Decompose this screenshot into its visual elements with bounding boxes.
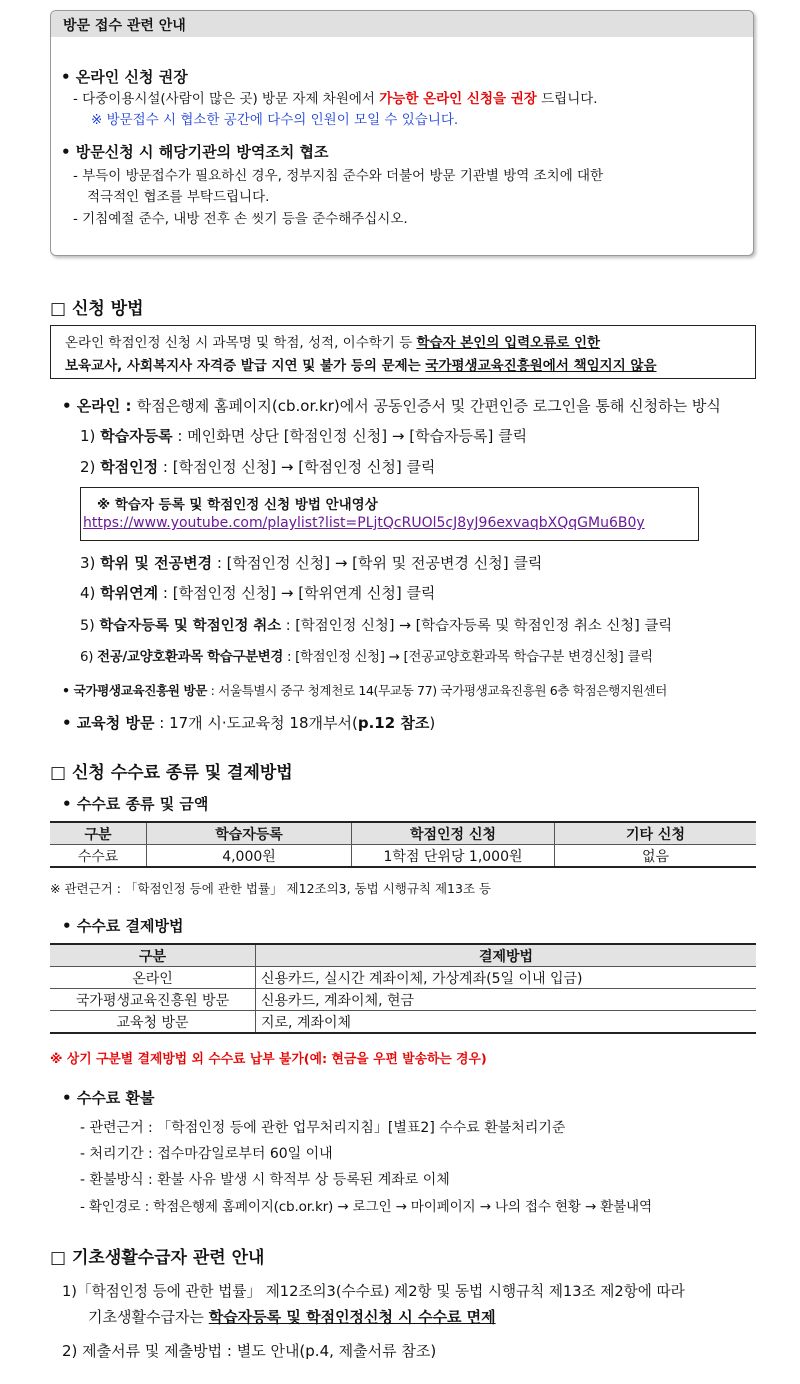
edu-office-visit [62, 712, 435, 733]
pay-td: 신용카드, 계좌이체, 현금 [261, 992, 415, 1009]
step-text: : [학점인정 신청] → [학위 및 전공변경 신청] 클릭 [212, 554, 543, 572]
step-label: 학습자등록 및 학점인정 취소 [99, 618, 282, 634]
pay-td: 국가평생교육진흥원 방문 [50, 989, 256, 1011]
notice-title-bar [51, 11, 753, 37]
fee-table-header [50, 822, 756, 845]
step-label: 학위연계 [100, 584, 159, 602]
video-title: ※ 학습자 등록 및 학점인정 신청 방법 안내영상 [97, 497, 378, 513]
step-2 [80, 456, 435, 477]
video-guide-box [80, 487, 699, 541]
edu-ref: p.12 참조 [357, 714, 430, 732]
pay-table-header [50, 944, 756, 967]
notice-item2-head: • 방문신청 시 해당기관의 방역조치 협조 [61, 143, 329, 161]
section3-title: □ 기초생활수급자 관련 안내 [50, 1248, 265, 1268]
pay-td: 신용카드, 실시간 계좌이체, 가상계좌(5일 이내 입금) [261, 970, 583, 987]
pay-td: 교육청 방문 [50, 1011, 256, 1034]
notice-item2-line1: - 부득이 방문접수가 필요하신 경우, 정부지침 준수와 더불어 방문 기관별 방역 조치에 대한 [73, 168, 604, 184]
step-label: 학습자등록 [100, 427, 173, 445]
section1-title: □ 신청 방법 [50, 299, 144, 319]
pay-td: 온라인 [50, 967, 256, 989]
notice-title: 방문 접수 관련 안내 [63, 18, 186, 34]
fee-td: 없음 [641, 848, 670, 865]
pay-table-row [50, 989, 756, 1011]
step-label: 학위 및 전공변경 [100, 554, 213, 572]
refund-item: - 관련근거 : 「학점인정 등에 관한 업무처리지침」[별표2] 수수료 환불처리기준 [80, 1120, 566, 1136]
edu-label: • 교육청 방문 [62, 714, 155, 732]
section2-title: □ 신청 수수료 종류 및 결제방법 [50, 763, 293, 783]
basic-item1-bold: 학습자등록 및 학점인정신청 시 수수료 면제 [208, 1308, 496, 1326]
step-text: : 메인화면 상단 [학점인정 신청] → [학습자등록] 클릭 [172, 427, 528, 445]
step-num: 3) [80, 554, 96, 572]
step-3 [80, 552, 542, 573]
basic-item1-line1: 1)「학점인정 등에 관한 법률」 제12조의3(수수료) 제2항 및 동법 시행규칙 제13조 제2항에 따라 [62, 1283, 685, 1300]
notice-item1-head: • 온라인 신청 권장 [61, 68, 188, 86]
visit-center [62, 680, 667, 699]
step-num: 2) [80, 458, 96, 476]
step-num: 6) [80, 650, 94, 665]
fee-td: 1학점 단위당 1,000원 [352, 845, 555, 868]
step-num: 4) [80, 584, 96, 602]
edu-text: : 17개 시·도교육청 18개부서( [154, 714, 358, 732]
notice-item1-note: ※ 방문접수 시 협소한 공간에 다수의 인원이 모일 수 있습니다. [91, 112, 459, 128]
pay-head: • 수수료 결제방법 [62, 917, 184, 935]
fee-td: 4,000원 [147, 845, 352, 868]
notice-item1-pre: - 다중이용시설(사람이 많은 곳) 방문 자제 차원에서 [73, 91, 380, 107]
resp-line2 [65, 354, 657, 374]
basic-item2: 2) 제출서류 및 제출방법 : 별도 안내(p.4, 제출서류 참조) [62, 1342, 437, 1360]
responsibility-notice-box [50, 325, 756, 379]
step-label: 전공/교양호환과목 학습구분변경 [97, 650, 283, 665]
fee-th: 학습자등록 [147, 822, 352, 845]
resp-line1-text: 온라인 학점인정 신청 시 과목명 및 학점, 성적, 이수학기 등 [65, 335, 417, 351]
pay-table [50, 943, 756, 1034]
notice-item1-post: 드립니다. [536, 91, 598, 107]
online-method [62, 395, 721, 416]
pay-table-row [50, 967, 756, 989]
edu-close: ) [429, 714, 436, 732]
resp-line1-bold: 학습자 본인의 입력오류로 인한 [416, 335, 601, 351]
pay-warning: ※ 상기 구분별 결제방법 외 수수료 납부 불가(예: 현금을 우편 발송하는 경우) [50, 1052, 487, 1067]
basic-item1-pre: 기초생활수급자는 [88, 1308, 209, 1326]
online-text: 학점은행제 홈페이지(cb.or.kr)에서 공동인증서 및 간편인증 로그인을 통해 신청하는 방식 [136, 397, 721, 415]
notice-item2-line3: - 기침예절 준수, 내방 전후 손 씻기 등을 준수해주십시오. [73, 211, 408, 227]
visit-text: : 서울특별시 중구 청계천로 14(무교동 77) 국가평생교육진흥원 6층 학점은행지원센터 [207, 683, 667, 698]
step-text: : [학점인정 신청] → [전공교양호환과목 학습구분 변경신청] 클릭 [282, 650, 653, 665]
step-num: 1) [80, 427, 96, 445]
refund-item: - 환불방식 : 환불 사유 발생 시 학적부 상 등록된 계좌로 이체 [80, 1172, 450, 1188]
refund-item: - 확인경로 : 학점은행제 홈페이지(cb.or.kr) → 로그인 → 마이페이지 → 나의 접수 현황 → 환불내역 [80, 1199, 652, 1215]
step-text: : [학점인정 신청] → [학위연계 신청] 클릭 [158, 584, 436, 602]
pay-td: 지로, 계좌이체 [261, 1014, 352, 1031]
step-6 [80, 646, 653, 665]
refund-head: • 수수료 환불 [62, 1089, 155, 1107]
step-label: 학점인정 [100, 458, 159, 476]
resp-line2-text: 보육교사, 사회복지사 자격증 발급 지연 및 불가 등의 문제는 [65, 358, 426, 374]
online-label: • 온라인 : [62, 397, 137, 415]
notice-item2-line2: 적극적인 협조를 부탁드립니다. [87, 189, 270, 205]
resp-line1 [65, 331, 600, 351]
visit-notice-box [50, 10, 754, 256]
resp-line2-underline: 국가평생교육진흥원에서 책임지지 않음 [425, 358, 657, 374]
notice-item1-red: 가능한 온라인 신청을 권장 [379, 91, 537, 107]
fee-table-row [50, 845, 756, 868]
basic-item1-line2 [88, 1306, 496, 1327]
fee-basis: ※ 관련근거 : 「학점인정 등에 관한 법률」 제12조의3, 동법 시행규칙 제13조 등 [50, 881, 492, 896]
fee-th: 학점인정 신청 [352, 822, 555, 845]
fee-head: • 수수료 종류 및 금액 [62, 795, 209, 813]
notice-item1-line [73, 87, 598, 107]
video-link[interactable]: https://www.youtube.com/playlist?list=PLjtQcRUOl5cJ8yJ96exvaqbXQqGMu6B0y [83, 515, 645, 531]
step-num: 5) [80, 618, 95, 634]
step-text: : [학점인정 신청] → [학점인정 신청] 클릭 [158, 458, 436, 476]
step-4 [80, 582, 435, 603]
pay-table-row [50, 1011, 756, 1034]
fee-th: 구분 [50, 822, 147, 845]
pay-th: 결제방법 [256, 944, 757, 967]
fee-th: 기타 신청 [555, 822, 757, 845]
fee-table [50, 821, 756, 868]
refund-item: - 처리기간 : 접수마감일로부터 60일 이내 [80, 1146, 333, 1162]
step-text: : [학점인정 신청] → [학습자등록 및 학점인정 취소 신청] 클릭 [281, 618, 673, 634]
pay-th: 구분 [50, 944, 256, 967]
visit-label: • 국가평생교육진흥원 방문 [62, 683, 208, 698]
step-1 [80, 425, 527, 446]
step-5 [80, 614, 672, 635]
fee-td: 수수료 [50, 845, 147, 868]
